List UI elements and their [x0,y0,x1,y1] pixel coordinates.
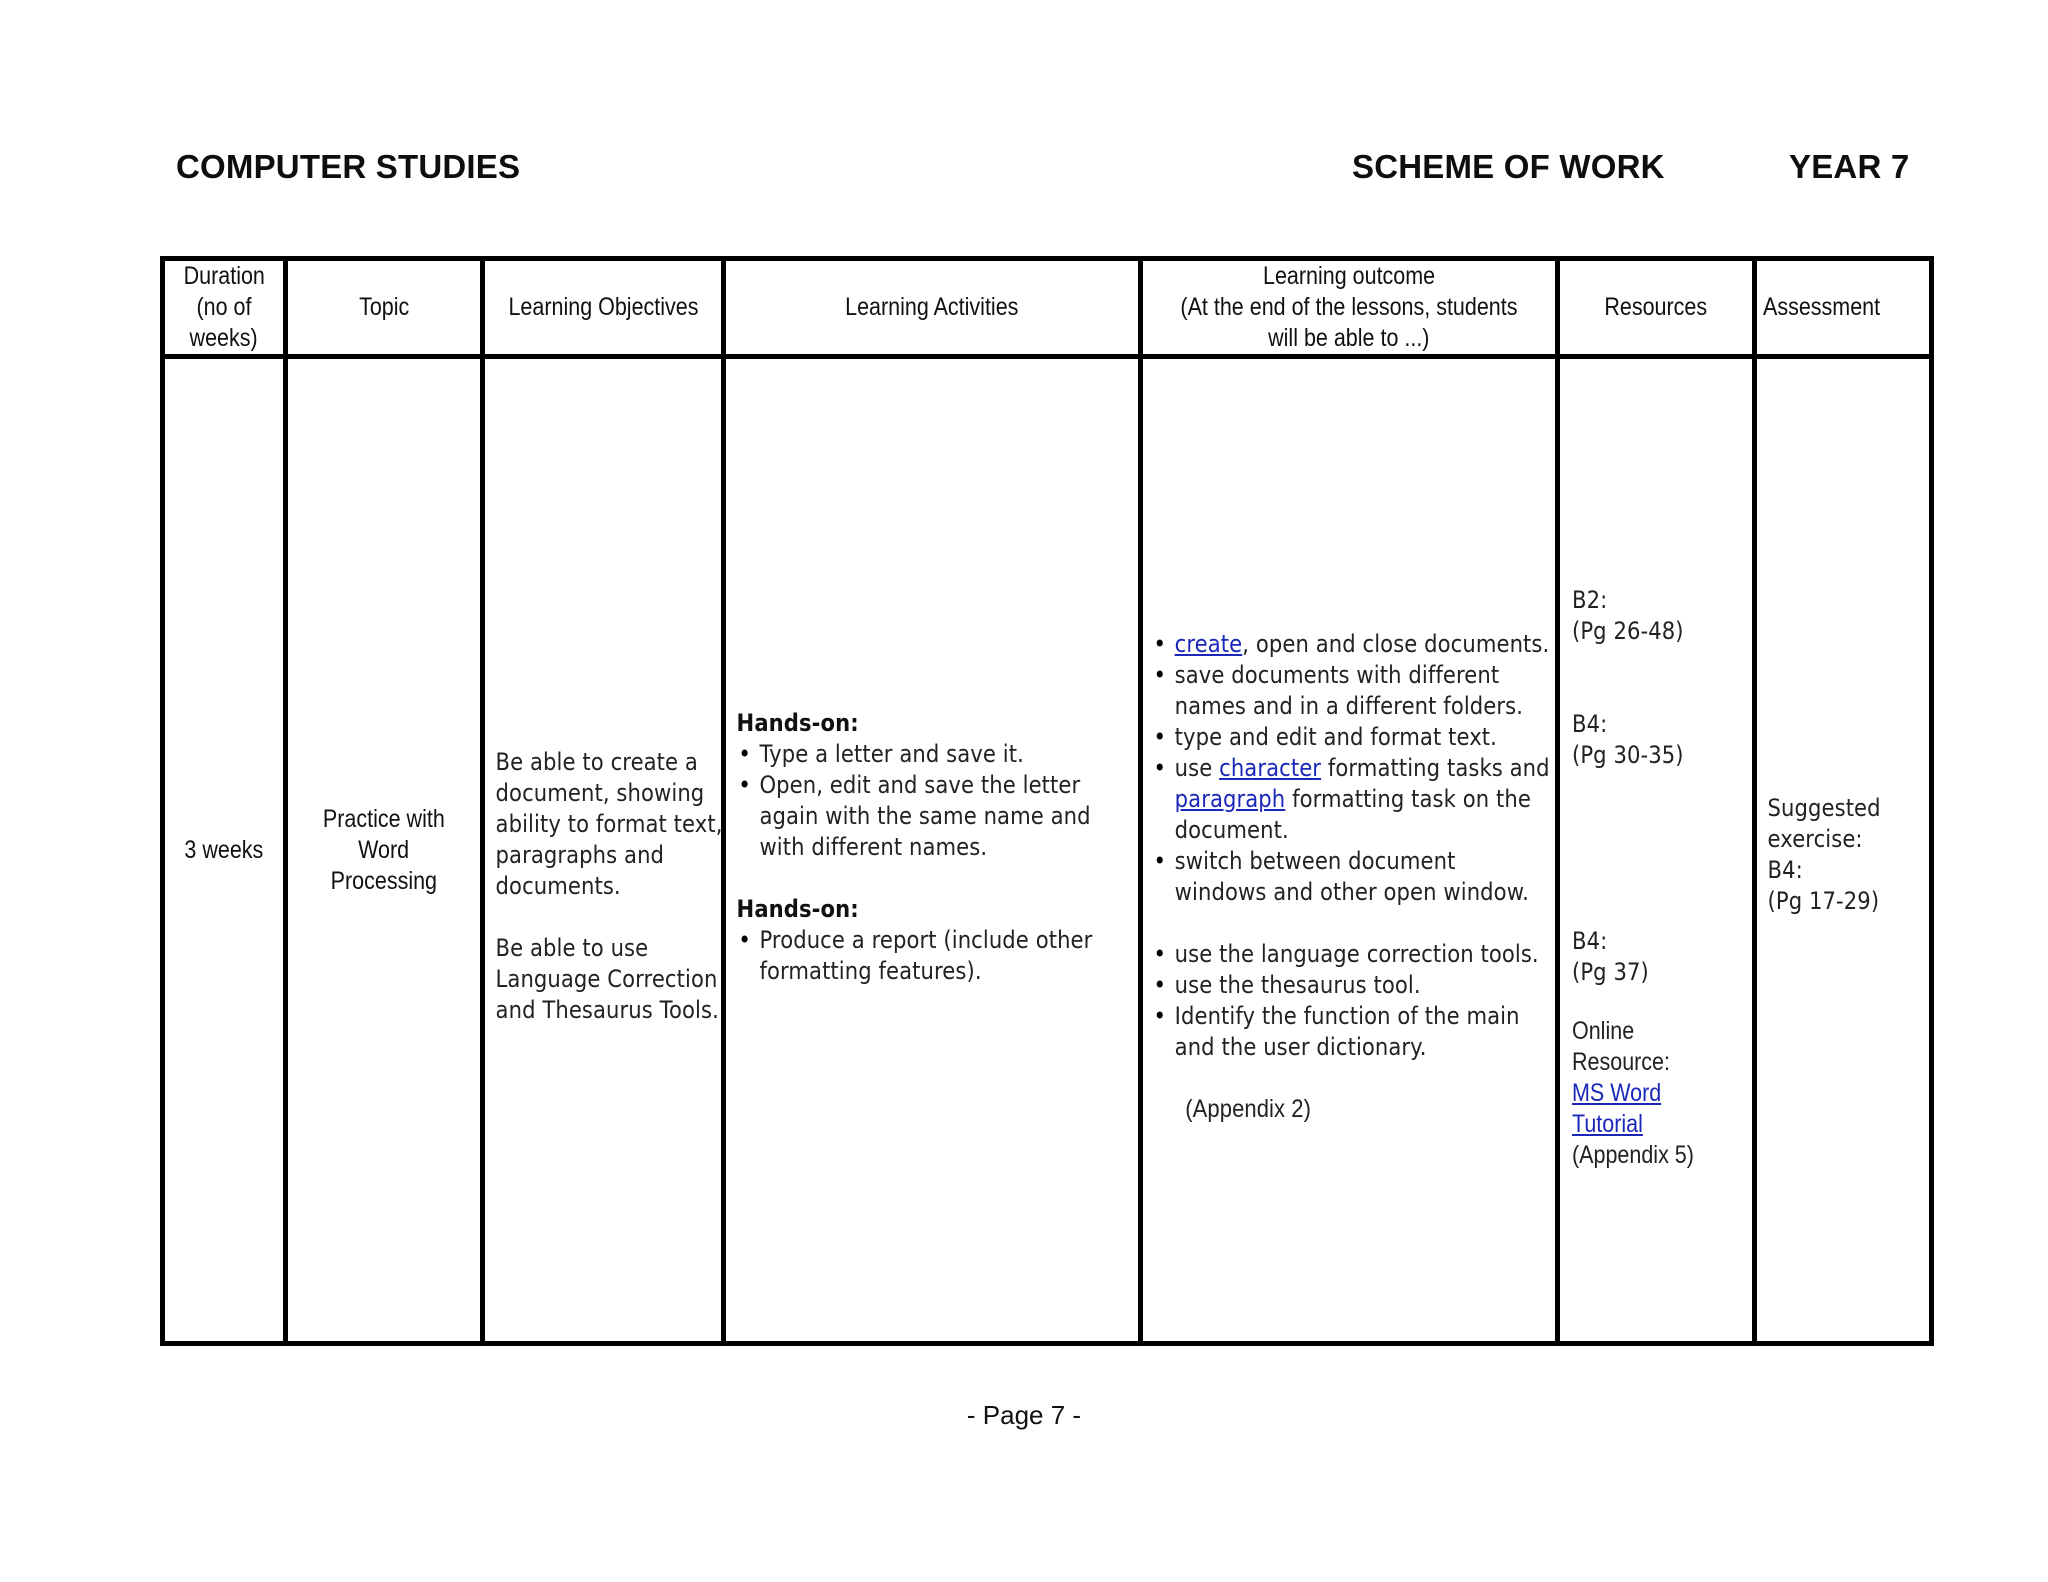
resources-text [1560,529,1762,1171]
list-item: • use the thesaurus tool. [1152,970,1552,1001]
outcome-text-fragment: use [1174,754,1220,782]
ms-word-tutorial-link[interactable]: MS Word Tutorial [1572,1079,1662,1138]
online-resource-label: Online Resource: [1572,1017,1670,1076]
activities-cell [724,357,1141,1344]
table-row [163,357,1932,1344]
assessment-line: exercise: [1767,825,1863,853]
online-resources [1572,1016,1762,1171]
outcome-header-line-3: will be able to ...) [1268,324,1430,352]
page-number: - Page 7 - [966,1400,1082,1430]
duration-header-line-1: Duration [183,262,265,290]
column-header-assessment [1755,259,1932,357]
outcome-header-line-1: Learning outcome [1262,262,1436,290]
assessment-line: Suggested [1767,794,1881,822]
outcome-cell [1141,357,1558,1344]
online-resource-appendix: (Appendix 5) [1572,1141,1694,1169]
list-item [1152,629,1552,660]
topic-line-2: Word [358,835,410,864]
column-header-activities [724,259,1141,357]
assessment-header-label: Assessment [1763,293,1881,321]
column-header-outcome [1141,259,1558,357]
duration-cell [163,357,286,1344]
list-item: • type and edit and format text. [1152,722,1552,753]
outcome-appendix: (Appendix 2) [1185,1095,1312,1123]
list-item: • save documents with different names and in a different folders. [1152,660,1552,722]
list-item: • Open, edit and save the letter again with the same name and with different names. [737,770,1133,863]
objectives-text [485,675,760,1026]
outcome-text [1143,575,1552,1125]
outcome-text-fragment: , open and close documents. [1242,630,1550,658]
topic-line-3: Processing [330,866,438,895]
activities-list-1 [737,739,1133,863]
list-item [1152,753,1552,846]
outcome-text-fragment: formatting task on the document. [1174,785,1531,844]
duration-header-line-3: weeks) [189,324,259,352]
character-link[interactable]: character [1219,754,1322,782]
column-header-duration [163,259,286,357]
list-item: • Identify the function of the main and the user dictionary. [1152,1001,1552,1063]
activities-heading-2: Hands-on: [736,894,859,923]
resources-cell [1558,357,1755,1344]
objective-paragraph: Be able to use Language Correction and Thesaurus Tools. [495,933,719,1024]
outcome-list [1152,629,1552,908]
table-header-row [163,259,1932,357]
resource-pages: (Pg 30-35) [1572,741,1684,769]
column-header-resources [1558,259,1755,357]
outcome-list-2 [1152,939,1552,1063]
activities-list-2 [737,925,1133,987]
objectives-header-label: Learning Objectives [507,293,699,321]
create-link[interactable]: create [1174,630,1243,658]
assessment-cell [1755,357,1932,1344]
resources-header-label: Resources [1604,293,1708,321]
year-label: YEAR 7 [1789,148,1910,185]
outcome-header-line-2: (At the end of the lessons, students [1180,293,1518,321]
objective-paragraph: Be able to create a document, showing ability to format text, paragraphs and documents. [495,747,723,900]
resource-pages: (Pg 26-48) [1572,617,1684,645]
objectives-cell [483,357,724,1344]
activities-header-label: Learning Activities [845,293,1019,321]
outcome-text-fragment: formatting tasks and [1321,754,1550,782]
list-item: • Produce a report (include other formatting features). [737,925,1133,987]
subject-title: COMPUTER STUDIES [176,148,521,185]
assessment-text [1757,783,1926,917]
topic-line-1: Practice with [323,804,445,833]
topic-header-label: Topic [358,293,410,321]
paragraph-link[interactable]: paragraph [1174,785,1286,813]
resources-book-refs [1572,585,1748,988]
resource-code: B2: [1572,586,1608,614]
duration-header-line-2: (no of [196,293,252,321]
scheme-of-work-table [160,256,1934,1346]
duration-value: 3 weeks [184,835,264,864]
list-item: • Type a letter and save it. [737,739,1133,770]
topic-cell [286,357,483,1344]
resource-code: B4: [1572,710,1608,738]
document-type-title: SCHEME OF WORK [1352,148,1665,185]
list-item: • use the language correction tools. [1152,939,1552,970]
column-header-objectives [483,259,724,357]
resource-pages: (Pg 37) [1572,958,1649,986]
assessment-line: (Pg 17-29) [1767,887,1880,915]
column-header-topic [286,259,483,357]
activities-text [726,708,1133,993]
resource-code: B4: [1572,927,1608,955]
assessment-line: B4: [1767,856,1803,884]
list-item: • switch between document windows and other open window. [1152,846,1552,908]
activities-heading-1: Hands-on: [736,708,859,737]
